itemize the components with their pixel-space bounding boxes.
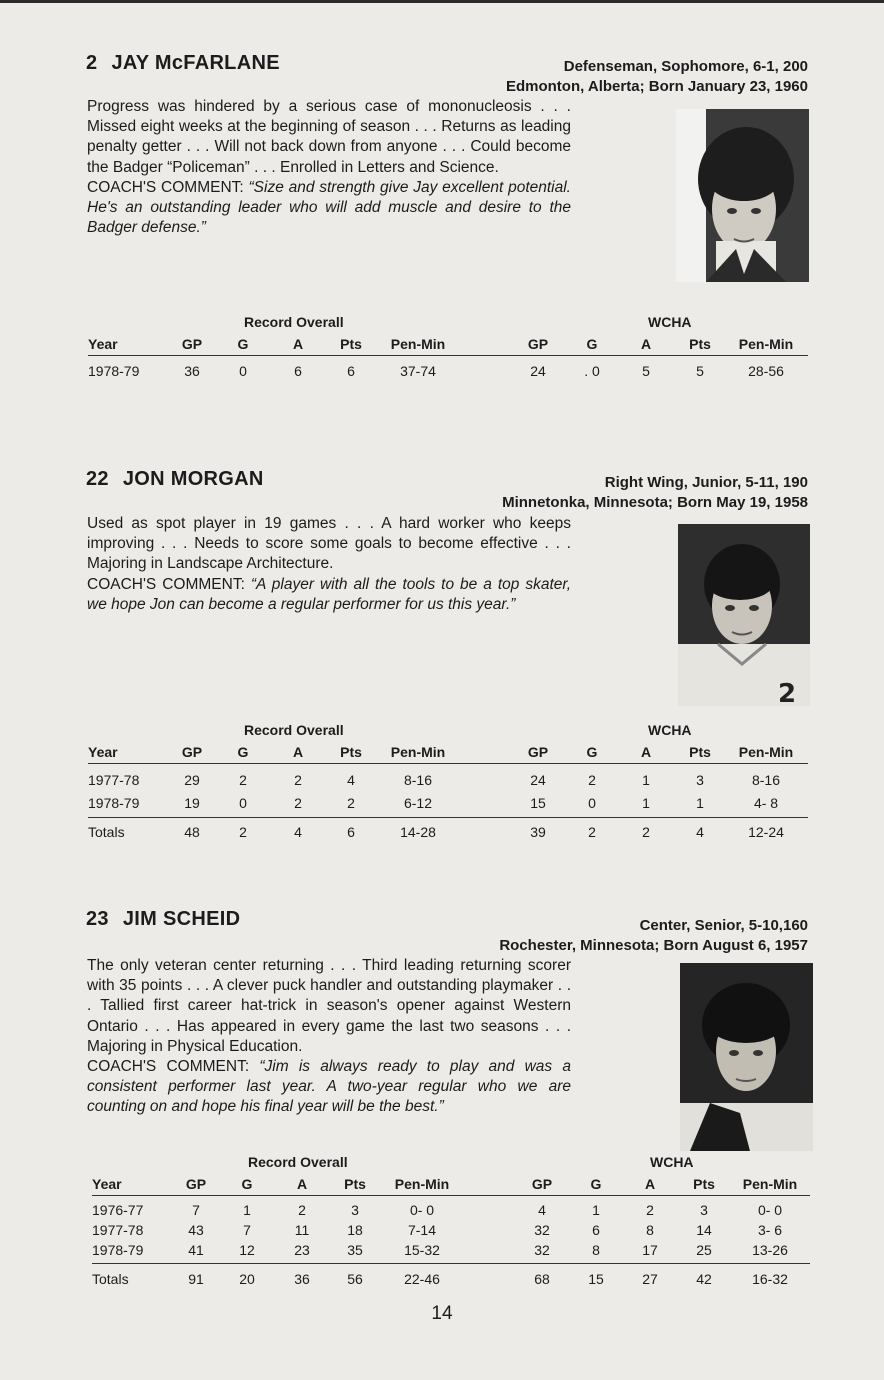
header-rule: [88, 355, 808, 356]
col-gp: GP: [181, 336, 203, 352]
player-position: Center, Senior, 5-10,160: [639, 917, 808, 934]
group-record-overall: Record Overall: [244, 314, 344, 330]
cell-gp: 19: [184, 795, 200, 811]
coach-comment: “A player with all the tools to be a top skater, we hope Jon can become a regular performer for us this year.”: [87, 575, 571, 613]
cell-a: 36: [294, 1271, 310, 1287]
cell-g: 20: [239, 1271, 255, 1287]
cell-g: 2: [239, 824, 247, 840]
col-g: G: [241, 1176, 253, 1192]
cell-pts: 4: [347, 772, 355, 788]
cell-gp: 91: [188, 1271, 204, 1287]
col-g: G: [237, 336, 249, 352]
cell-a: 2: [298, 1202, 306, 1218]
cell-g: 1: [243, 1202, 251, 1218]
cell-wcha-g: 0: [588, 795, 596, 811]
col-wcha-g: G: [586, 336, 598, 352]
cell-wcha-pen-min: 13-26: [752, 1242, 788, 1258]
cell-year: 1976-77: [92, 1202, 144, 1218]
col-wcha-g: G: [590, 1176, 602, 1192]
table-header: [88, 744, 808, 764]
cell-wcha-pen-min: 4- 8: [753, 795, 779, 811]
coach-comment-label: COACH'S COMMENT:: [87, 575, 245, 593]
jersey-number: 2: [86, 52, 98, 74]
table-row: [92, 1222, 812, 1242]
player-bio: [87, 514, 571, 615]
col-pen-min: Pen-Min: [390, 744, 446, 760]
col-wcha-gp: GP: [531, 1176, 553, 1192]
cell-wcha-a: 2: [642, 824, 650, 840]
cell-wcha-a: 1: [642, 772, 650, 788]
cell-wcha-pts: 1: [696, 795, 704, 811]
col-wcha-a: A: [640, 336, 652, 352]
cell-pts: 18: [347, 1222, 363, 1238]
cell-wcha-gp: 15: [530, 795, 546, 811]
table-row: [88, 795, 808, 815]
player-name-heading: [86, 468, 264, 491]
cell-wcha-pen-min: 0- 0: [757, 1202, 783, 1218]
table-row: [88, 772, 808, 792]
player-birth: Edmonton, Alberta; Born January 23, 1960: [505, 78, 808, 95]
cell-g: 0: [239, 363, 247, 379]
player-photo: [676, 109, 809, 282]
player-position: Defenseman, Sophomore, 6-1, 200: [563, 58, 808, 75]
cell-wcha-pen-min: 16-32: [752, 1271, 788, 1287]
cell-gp: 29: [184, 772, 200, 788]
group-wcha: WCHA: [648, 722, 692, 738]
group-wcha: WCHA: [650, 1154, 694, 1170]
bio-text: Progress was hindered by a serious case of mononucleosis . . . Missed eight weeks at the beginning of season . . . Returns as leading penalty getter . . . Will not back down from anyone . . . Could become the Badger “Policeman” . . . Enrolled in Letters and Science.: [87, 98, 571, 176]
cell-a: 4: [294, 824, 302, 840]
table-row: [92, 1202, 812, 1222]
col-wcha-pts: Pts: [693, 1176, 715, 1192]
cell-wcha-pen-min: 12-24: [748, 824, 784, 840]
cell-wcha-pen-min: 28-56: [748, 363, 784, 379]
coach-comment: “Jim is always ready to play and was a consistent performer last year. A two-year regular who we are counting on and hope his final year will be the best.”: [87, 1058, 572, 1116]
cell-pen-min: 22-46: [404, 1271, 440, 1287]
table-row: [88, 363, 808, 383]
player-bio: [87, 97, 571, 238]
cell-gp: 48: [184, 824, 200, 840]
cell-wcha-gp: 32: [534, 1222, 550, 1238]
header-rule: [88, 763, 808, 764]
group-record-overall: Record Overall: [248, 1154, 348, 1170]
cell-wcha-g: . 0: [584, 363, 600, 379]
cell-pts: 56: [347, 1271, 363, 1287]
group-wcha: WCHA: [648, 314, 692, 330]
cell-pts: 3: [351, 1202, 359, 1218]
player-name: JON MORGAN: [122, 468, 264, 490]
player-bio: [87, 956, 571, 1118]
player-name-heading: [86, 52, 280, 75]
col-wcha-pen-min: Pen-Min: [738, 744, 794, 760]
totals-row: [92, 1271, 812, 1291]
cell-wcha-a: 8: [646, 1222, 654, 1238]
cell-year: 1978-79: [92, 1242, 144, 1258]
cell-wcha-g: 15: [588, 1271, 604, 1287]
col-year: Year: [88, 744, 118, 760]
player-birth: Minnetonka, Minnesota; Born May 19, 1958: [502, 494, 808, 511]
cell-year: 1978-79: [88, 795, 140, 811]
col-pts: Pts: [340, 336, 362, 352]
bio-text: The only veteran center returning . . . Third leading returning scorer with 35 points . . . A clever puck handler and outstanding playmaker . . . Tallied first career hat-trick in season's opener against Western Ontario . . . Has appeared in every game the last two seasons . . . Majoring in Physical Education.: [87, 957, 571, 1055]
col-wcha-pen-min: Pen-Min: [742, 1176, 798, 1192]
cell-g: 0: [239, 795, 247, 811]
col-pts: Pts: [340, 744, 362, 760]
cell-pen-min: 15-32: [404, 1242, 440, 1258]
page-number: 14: [431, 1303, 453, 1324]
cell-wcha-pts: 25: [696, 1242, 712, 1258]
cell-gp: 41: [188, 1242, 204, 1258]
cell-wcha-a: 2: [646, 1202, 654, 1218]
cell-a: 6: [294, 363, 302, 379]
col-a: A: [292, 336, 304, 352]
cell-g: 2: [239, 772, 247, 788]
cell-wcha-a: 17: [642, 1242, 658, 1258]
coach-comment: “Size and strength give Jay excellent potential. He's an outstanding leader who will add muscle and desire to the Badger defense.”: [87, 178, 571, 237]
cell-g: 7: [243, 1222, 251, 1238]
cell-year: 1977-78: [92, 1222, 144, 1238]
cell-wcha-gp: 68: [534, 1271, 550, 1287]
header-rule: [92, 1195, 810, 1196]
coach-comment-label: COACH'S COMMENT:: [87, 1058, 250, 1076]
col-wcha-a: A: [644, 1176, 656, 1192]
player-photo: [680, 963, 813, 1151]
totals-rule: [88, 817, 808, 818]
cell-wcha-pen-min: 3- 6: [757, 1222, 783, 1238]
cell-pts: 2: [347, 795, 355, 811]
cell-wcha-g: 6: [592, 1222, 600, 1238]
cell-wcha-gp: 32: [534, 1242, 550, 1258]
col-wcha-pts: Pts: [689, 744, 711, 760]
col-wcha-pts: Pts: [689, 336, 711, 352]
top-border: [0, 0, 884, 3]
cell-wcha-g: 8: [592, 1242, 600, 1258]
cell-pts: 6: [347, 824, 355, 840]
cell-totals-label: Totals: [92, 1271, 129, 1287]
cell-a: 11: [294, 1222, 310, 1238]
col-pen-min: Pen-Min: [394, 1176, 450, 1192]
col-gp: GP: [185, 1176, 207, 1192]
col-wcha-g: G: [586, 744, 598, 760]
col-wcha-a: A: [640, 744, 652, 760]
player-birth: Rochester, Minnesota; Born August 6, 1957: [499, 937, 808, 954]
cell-pen-min: 14-28: [400, 824, 436, 840]
table-header: [92, 1176, 812, 1196]
player-photo: [678, 524, 810, 706]
totals-row: [88, 824, 808, 844]
col-year: Year: [88, 336, 118, 352]
cell-wcha-pts: 3: [696, 772, 704, 788]
jersey-number: 23: [86, 908, 109, 930]
cell-wcha-pts: 3: [700, 1202, 708, 1218]
svg-text:2: 2: [778, 679, 797, 706]
cell-pen-min: 37-74: [400, 363, 436, 379]
cell-pts: 6: [347, 363, 355, 379]
col-wcha-pen-min: Pen-Min: [738, 336, 794, 352]
cell-gp: 7: [192, 1202, 200, 1218]
col-pen-min: Pen-Min: [390, 336, 446, 352]
cell-year: 1978-79: [88, 363, 140, 379]
col-wcha-gp: GP: [527, 336, 549, 352]
player-name: JIM SCHEID: [122, 908, 241, 930]
player-name-heading: [86, 908, 240, 931]
col-year: Year: [92, 1176, 122, 1192]
player-portrait-icon: [676, 109, 809, 282]
player-portrait-icon: [678, 524, 810, 706]
cell-wcha-pts: 5: [696, 363, 704, 379]
group-record-overall: Record Overall: [244, 722, 344, 738]
bio-text: Used as spot player in 19 games . . . A hard worker who keeps improving . . . Needs to score some goals to become effective . . . Majoring in Landscape Architecture.: [87, 515, 571, 573]
cell-year: 1977-78: [88, 772, 140, 788]
cell-totals-label: Totals: [88, 824, 125, 840]
cell-pts: 35: [347, 1242, 363, 1258]
col-pts: Pts: [344, 1176, 366, 1192]
player-position: Right Wing, Junior, 5-11, 190: [604, 474, 808, 491]
cell-pen-min: 7-14: [407, 1222, 437, 1238]
cell-gp: 36: [184, 363, 200, 379]
player-portrait-icon: [680, 963, 813, 1151]
col-wcha-gp: GP: [527, 744, 549, 760]
cell-pen-min: 6-12: [403, 795, 433, 811]
cell-wcha-g: 2: [588, 824, 596, 840]
table-row: [92, 1242, 812, 1262]
cell-gp: 43: [188, 1222, 204, 1238]
cell-pen-min: 0- 0: [409, 1202, 435, 1218]
cell-wcha-pts: 14: [696, 1222, 712, 1238]
col-a: A: [296, 1176, 308, 1192]
cell-wcha-a: 5: [642, 363, 650, 379]
cell-wcha-a: 1: [642, 795, 650, 811]
cell-wcha-pen-min: 8-16: [751, 772, 781, 788]
cell-wcha-gp: 24: [530, 363, 546, 379]
cell-wcha-gp: 39: [530, 824, 546, 840]
cell-a: 2: [294, 795, 302, 811]
col-a: A: [292, 744, 304, 760]
cell-wcha-gp: 4: [538, 1202, 546, 1218]
cell-wcha-a: 27: [642, 1271, 658, 1287]
cell-wcha-pts: 42: [696, 1271, 712, 1287]
coach-comment-label: COACH'S COMMENT:: [87, 178, 244, 196]
col-gp: GP: [181, 744, 203, 760]
col-g: G: [237, 744, 249, 760]
totals-rule: [92, 1263, 810, 1264]
cell-pen-min: 8-16: [403, 772, 433, 788]
cell-wcha-g: 1: [592, 1202, 600, 1218]
cell-wcha-pts: 4: [696, 824, 704, 840]
cell-wcha-g: 2: [588, 772, 596, 788]
cell-a: 23: [294, 1242, 310, 1258]
cell-a: 2: [294, 772, 302, 788]
player-name: JAY McFARLANE: [111, 52, 280, 74]
jersey-number: 22: [86, 468, 109, 490]
cell-wcha-gp: 24: [530, 772, 546, 788]
cell-g: 12: [239, 1242, 255, 1258]
table-header: [88, 336, 808, 356]
